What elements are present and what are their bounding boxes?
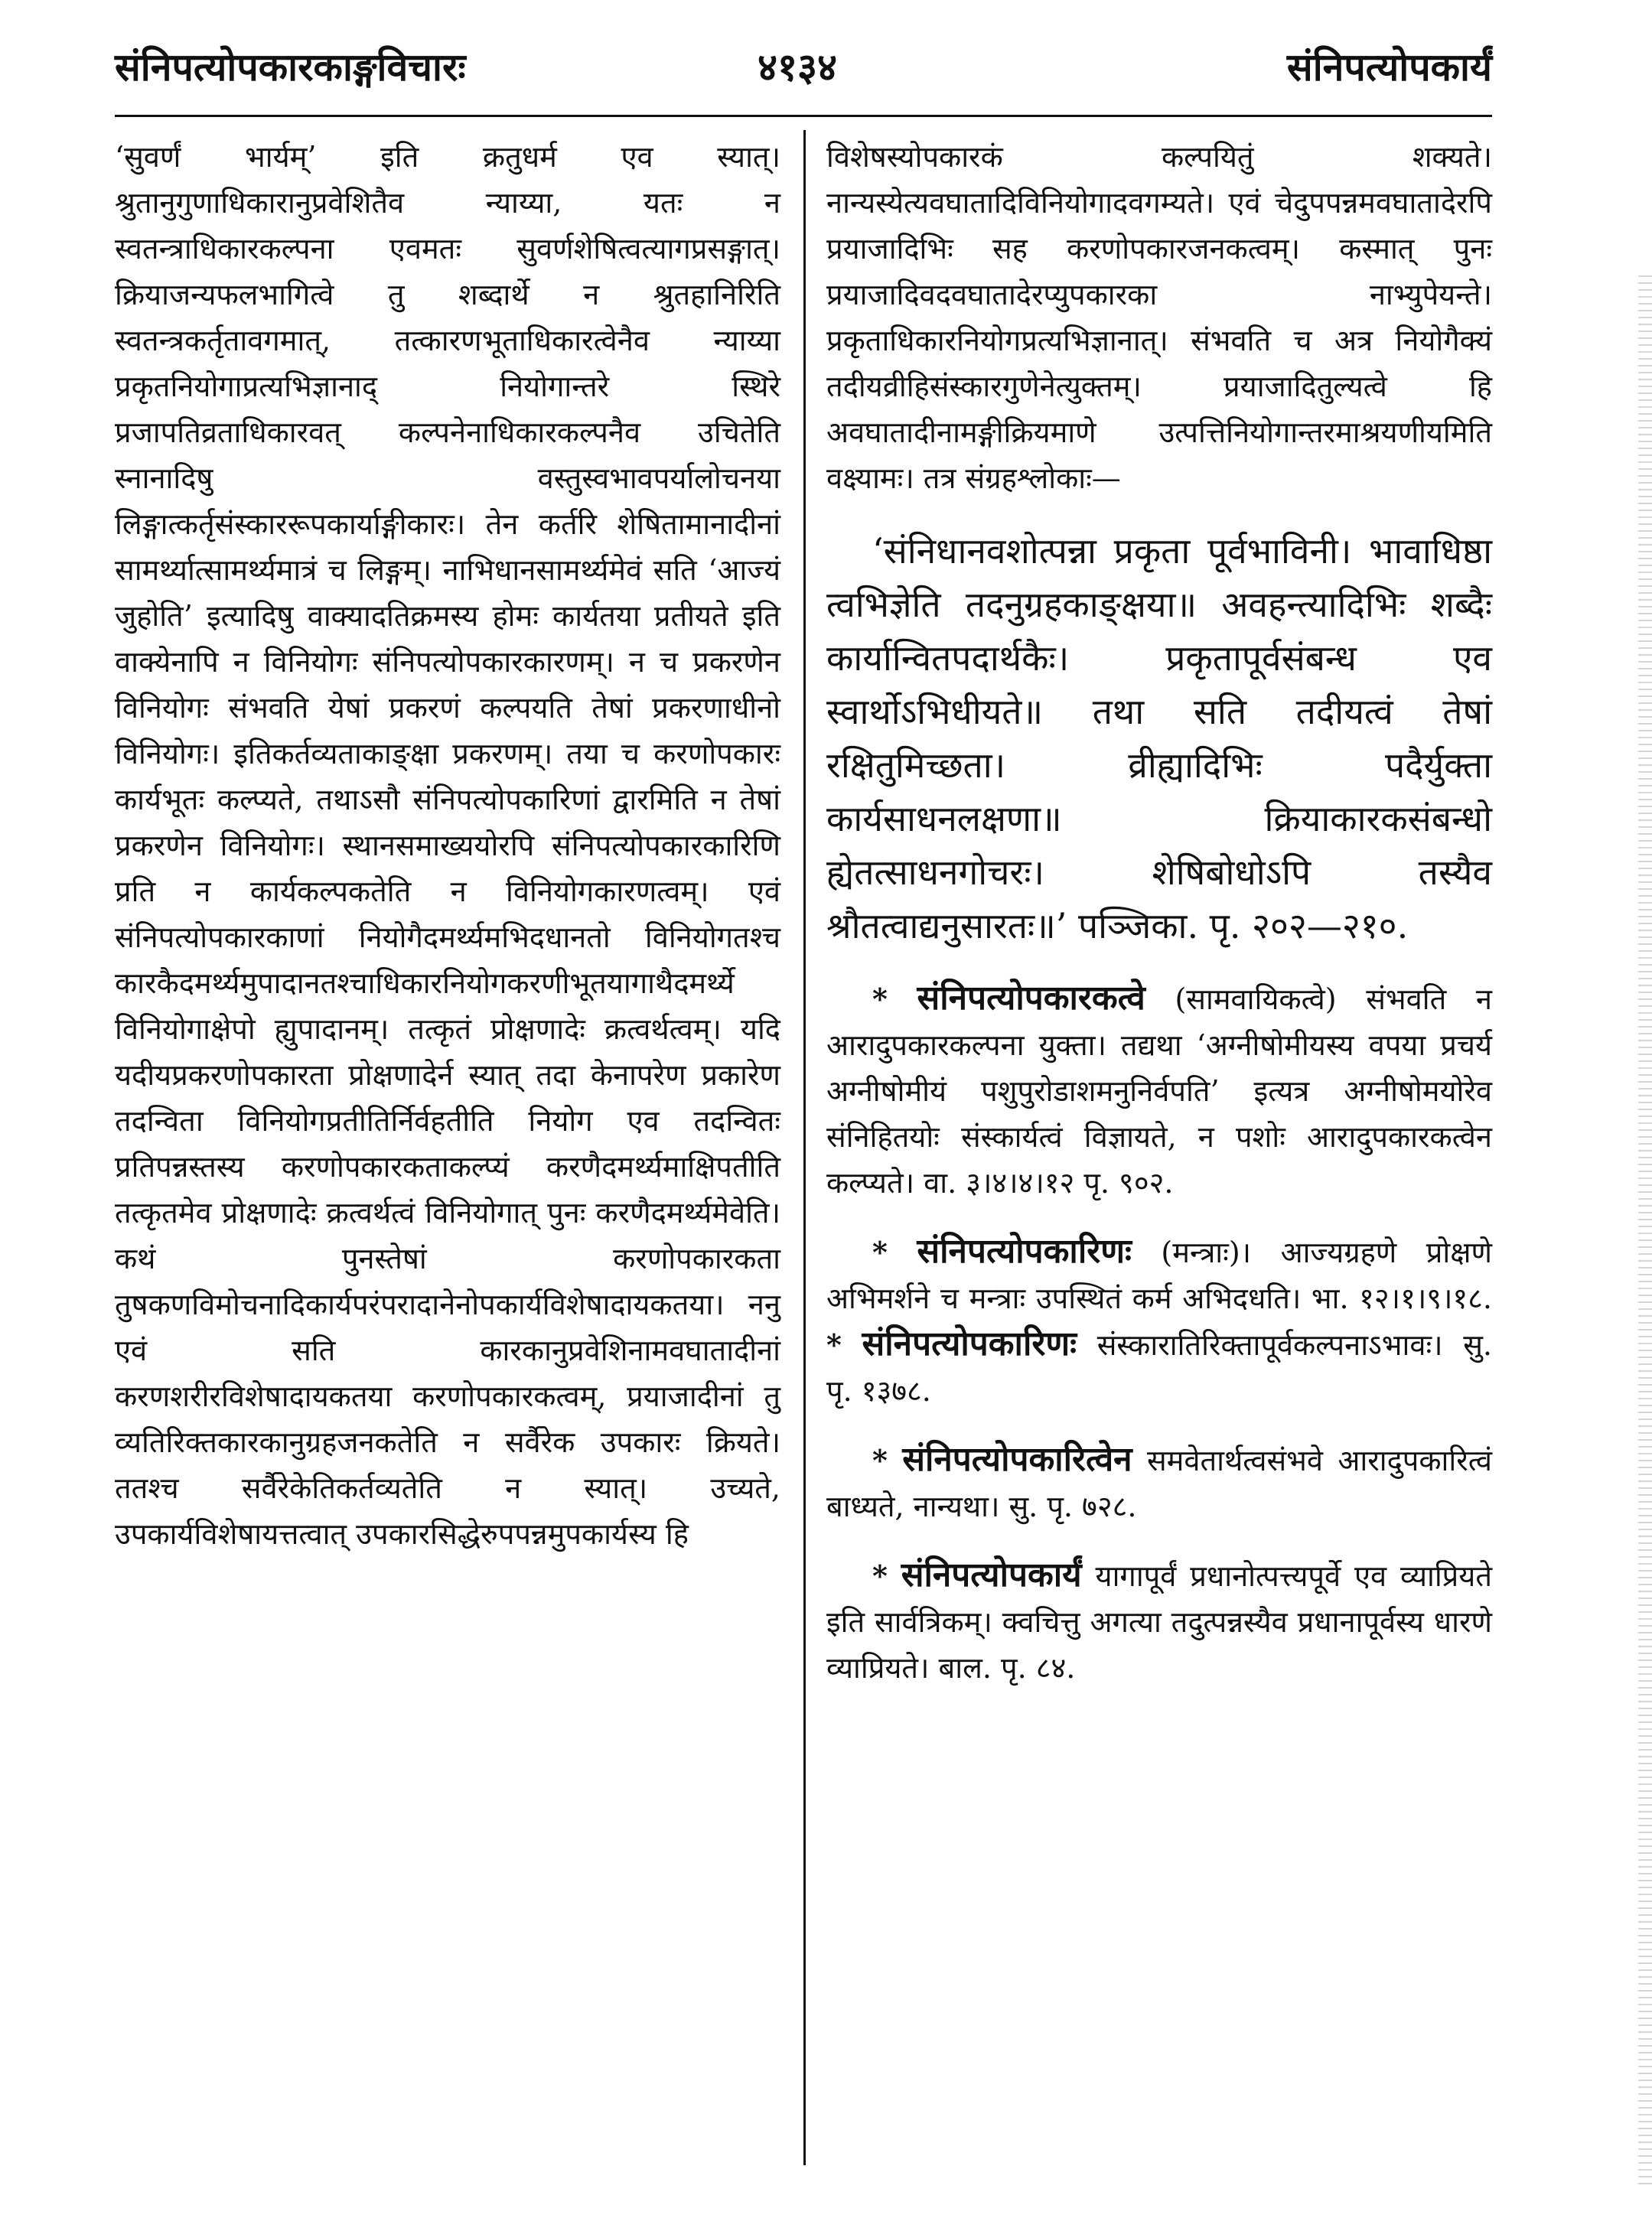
entry	[826, 1437, 1492, 1529]
header-right-title: संनिपत्योपकार्यं	[1286, 44, 1492, 90]
entry-headword: संनिपत्योपकार्यं	[901, 1555, 1082, 1594]
header-left-title: संनिपत्योपकारकाङ्गविचारः	[115, 44, 466, 90]
right-column-intro: विशेषस्योपकारकं कल्पयितुं शक्यते। नान्यस्येत्यवघातादिविनियोगादवगम्यते। एवं चेदुपपन्नमवघातादेरपि प्रयाजादिभिः सह करणोपकारजनकत्वम्। कस्मात् पुनः प्रयाजादिवदवघातादेरप्युपकारका नाभ्युपेयन्ते। प्रकृताधिकारनियोगप्रत्यभिज्ञानात्। संभवति च अत्र नियोगैक्यं तदीयव्रीहिसंस्कारगुणेनेत्युक्तम्। प्रयाजादितुल्यत्वे हि अवघातादीनामङ्गीक्रियमाणे उत्पत्तिनियोगान्तरमाश्रयणीयमिति वक्ष्यामः। तत्र संग्रहश्लोकाः—	[826, 140, 1492, 495]
entry-text: (सामवायिकत्वे) संभवति न आरादुपकारकल्पना युक्ता। तद्यथा ‘अग्नीषोमीयस्य वपया प्रचर्य अग्नीषोमीयं पशुपुरोडाशमनुनिर्वपति’ इत्यत्र अग्नीषोमयोरेव संनिहितयोः संस्कार्यत्वं विज्ञायते, न पशोः आरादुपकारकत्वेन कल्प्यते। वा. ३।४।४।१२ पृ. ९०२.	[826, 982, 1492, 1200]
right-column	[826, 134, 1492, 1691]
entry-text: समवेतार्थत्वसंभवे आरादुपकारित्वं बाध्यते, नान्यथा। सु. पृ. ७२८.	[826, 1444, 1492, 1523]
header-rule	[115, 115, 1492, 117]
entry-text: (मन्त्राः)। आज्यग्रहणे प्रोक्षणे अभिमर्शने च मन्त्राः उपस्थितं कर्म अभिदधति। भा. १२।१।९।१८.	[826, 1236, 1492, 1315]
asterisk-icon: *	[872, 1443, 888, 1477]
verse-quote: ‘संनिधानवशोत्पन्ना प्रकृता पूर्वभाविनी। भावाधिष्ठा त्वभिज्ञेति तदनुग्रहकाङ्क्षया॥ अवहन्त्यादिभिः शब्दैः कार्यान्वितपदार्थकैः। प्रकृतापूर्वसंबन्ध एव स्वार्थोऽभिधीयते॥ तथा सति तदीयत्वं तेषां रक्षितुमिच्छता। व्रीह्यादिभिः पदैर्युक्ता कार्यसाधनलक्षणा॥ क्रियाकारकसंबन्धो ह्येतत्साधनगोचरः। शेषिबोधोऽपि तस्यैव श्रौतत्वाद्यनुसारतः॥’ पञ्जिका. पृ. २०२—२१०.	[826, 530, 1492, 946]
asterisk-icon: *	[872, 982, 888, 1016]
entry-headword: संनिपत्योपकारकत्वे	[917, 979, 1145, 1018]
asterisk-icon: *	[872, 1558, 888, 1593]
left-column	[115, 134, 780, 1557]
column-divider	[803, 130, 806, 2165]
page-number: ४१३४	[758, 44, 837, 90]
page-header	[115, 37, 1492, 98]
entry-headword: संनिपत्योपकारिणः	[862, 1324, 1077, 1363]
asterisk-icon: *	[872, 1235, 888, 1269]
entry	[826, 1552, 1492, 1691]
left-column-text: ‘सुवर्णं भार्यम्’ इति क्रतुधर्म एव स्यात्। श्रुतानुगुणाधिकारानुप्रवेशितैव न्याय्या, यतः न स्वतन्त्राधिकारकल्पना एवमतः सुवर्णशेषित्वत्यागप्रसङ्गात्। क्रियाजन्यफलभागित्वे तु शब्दार्थे न श्रुतहानिरिति स्वतन्त्रकर्तृतावगमात्, तत्कारणभूताधिकारत्वेनैव न्याय्या प्रकृतनियोगाप्रत्यभिज्ञानाद् नियोगान्तरे स्थिरे प्रजापतिव्रताधिकारवत् कल्पनेनाधिकारकल्पनैव उचितेति स्नानादिषु वस्तुस्वभावपर्यालोचनया लिङ्गात्कर्तृसंस्काररूपकार्याङ्गीकारः। तेन कर्तरि शेषितामानादीनां सामर्थ्यात्सामर्थ्यमात्रं च लिङ्गम्। नाभिधानसामर्थ्यमेवं सति ‘आज्यं जुहोति’ इत्यादिषु वाक्यादतिक्रमस्य होमः कार्यतया प्रतीयते इति वाक्येनापि न विनियोगः संनिपत्योपकारकारणम्। न च प्रकरणेन विनियोगः संभवति येषां प्रकरणं कल्पयति तेषां प्रकरणाधीनो विनियोगः। इतिकर्तव्यताकाङ्क्षा प्रकरणम्। तया च करणोपकारः कार्यभूतः कल्प्यते, तथाऽसौ संनिपत्योपकारिणां द्वारमिति न तेषां प्रकरणेन विनियोगः। स्थानसमाख्ययोरपि संनिपत्योपकारकारिणि प्रति न कार्यकल्पकतेति न विनियोगकारणत्वम्। एवं संनिपत्योपकारकाणां नियोगैदमर्थ्यमभिदधानतो विनियोगतश्च कारकैदमर्थ्यमुपादानतश्चाधिकारनियोगकरणीभूतयागाथैदमर्थ्ये विनियोगाक्षेपो ह्युपादानम्। तत्कृतं प्रोक्षणादेः क्रत्वर्थत्वम्। यदि यदीयप्रकरणोपकारता प्रोक्षणादेर्न स्यात् तदा केनापरेण प्रकारेण तदन्विता विनियोगप्रतीतिर्निर्वहतीति नियोग एव तदन्वितः प्रतिपन्नस्तस्य करणोपकारकताकल्प्यं करणैदमर्थ्यमाक्षिपतीति तत्कृतमेव प्रोक्षणादेः क्रत्वर्थत्वं विनियोगात् पुनः करणैदमर्थ्यमेवेति। कथं पुनस्तेषां करणोपकारकता तुषकणविमोचनादिकार्यपरंपरादानेनोपकार्यविशेषादायकतया। ननु एवं सति कारकानुप्रवेशिनामवघातादीनां करणशरीरविशेषादायकतया करणोपकारकत्वम्, प्रयाजादीनां तु व्यतिरिक्तकारकानुग्रहजनकतेति न सर्वैरेक उपकारः क्रियते। ततश्च सर्वैरेकेतिकर्तव्यतेति न स्यात्। उच्यते, उपकार्यविशेषायत्तत्वात् उपकारसिद्धेरुपपन्नमुपकार्यस्य हि	[115, 140, 780, 1551]
scan-edge-noise	[1638, 275, 1652, 2188]
asterisk-icon: *	[826, 1327, 842, 1362]
entry	[826, 975, 1492, 1206]
entry-text: संस्कारातिरिक्तापूर्वकल्पनाऽभावः। सु. पृ. १३७८.	[826, 1328, 1492, 1408]
entry-headword: संनिपत्योपकारित्वेन	[902, 1440, 1132, 1479]
entry	[826, 1229, 1492, 1414]
entry-text: यागापूर्वं प्रधानोत्पत्त्यपूर्वे एव व्याप्रियते इति सार्वत्रिकम्। क्वचित्तु अगत्या तदुत्पन्नस्यैव प्रधानापूर्वस्य धारणे व्याप्रियते। बाल. पृ. ८४.	[826, 1559, 1492, 1685]
entry-headword: संनिपत्योपकारिणः	[917, 1232, 1132, 1271]
